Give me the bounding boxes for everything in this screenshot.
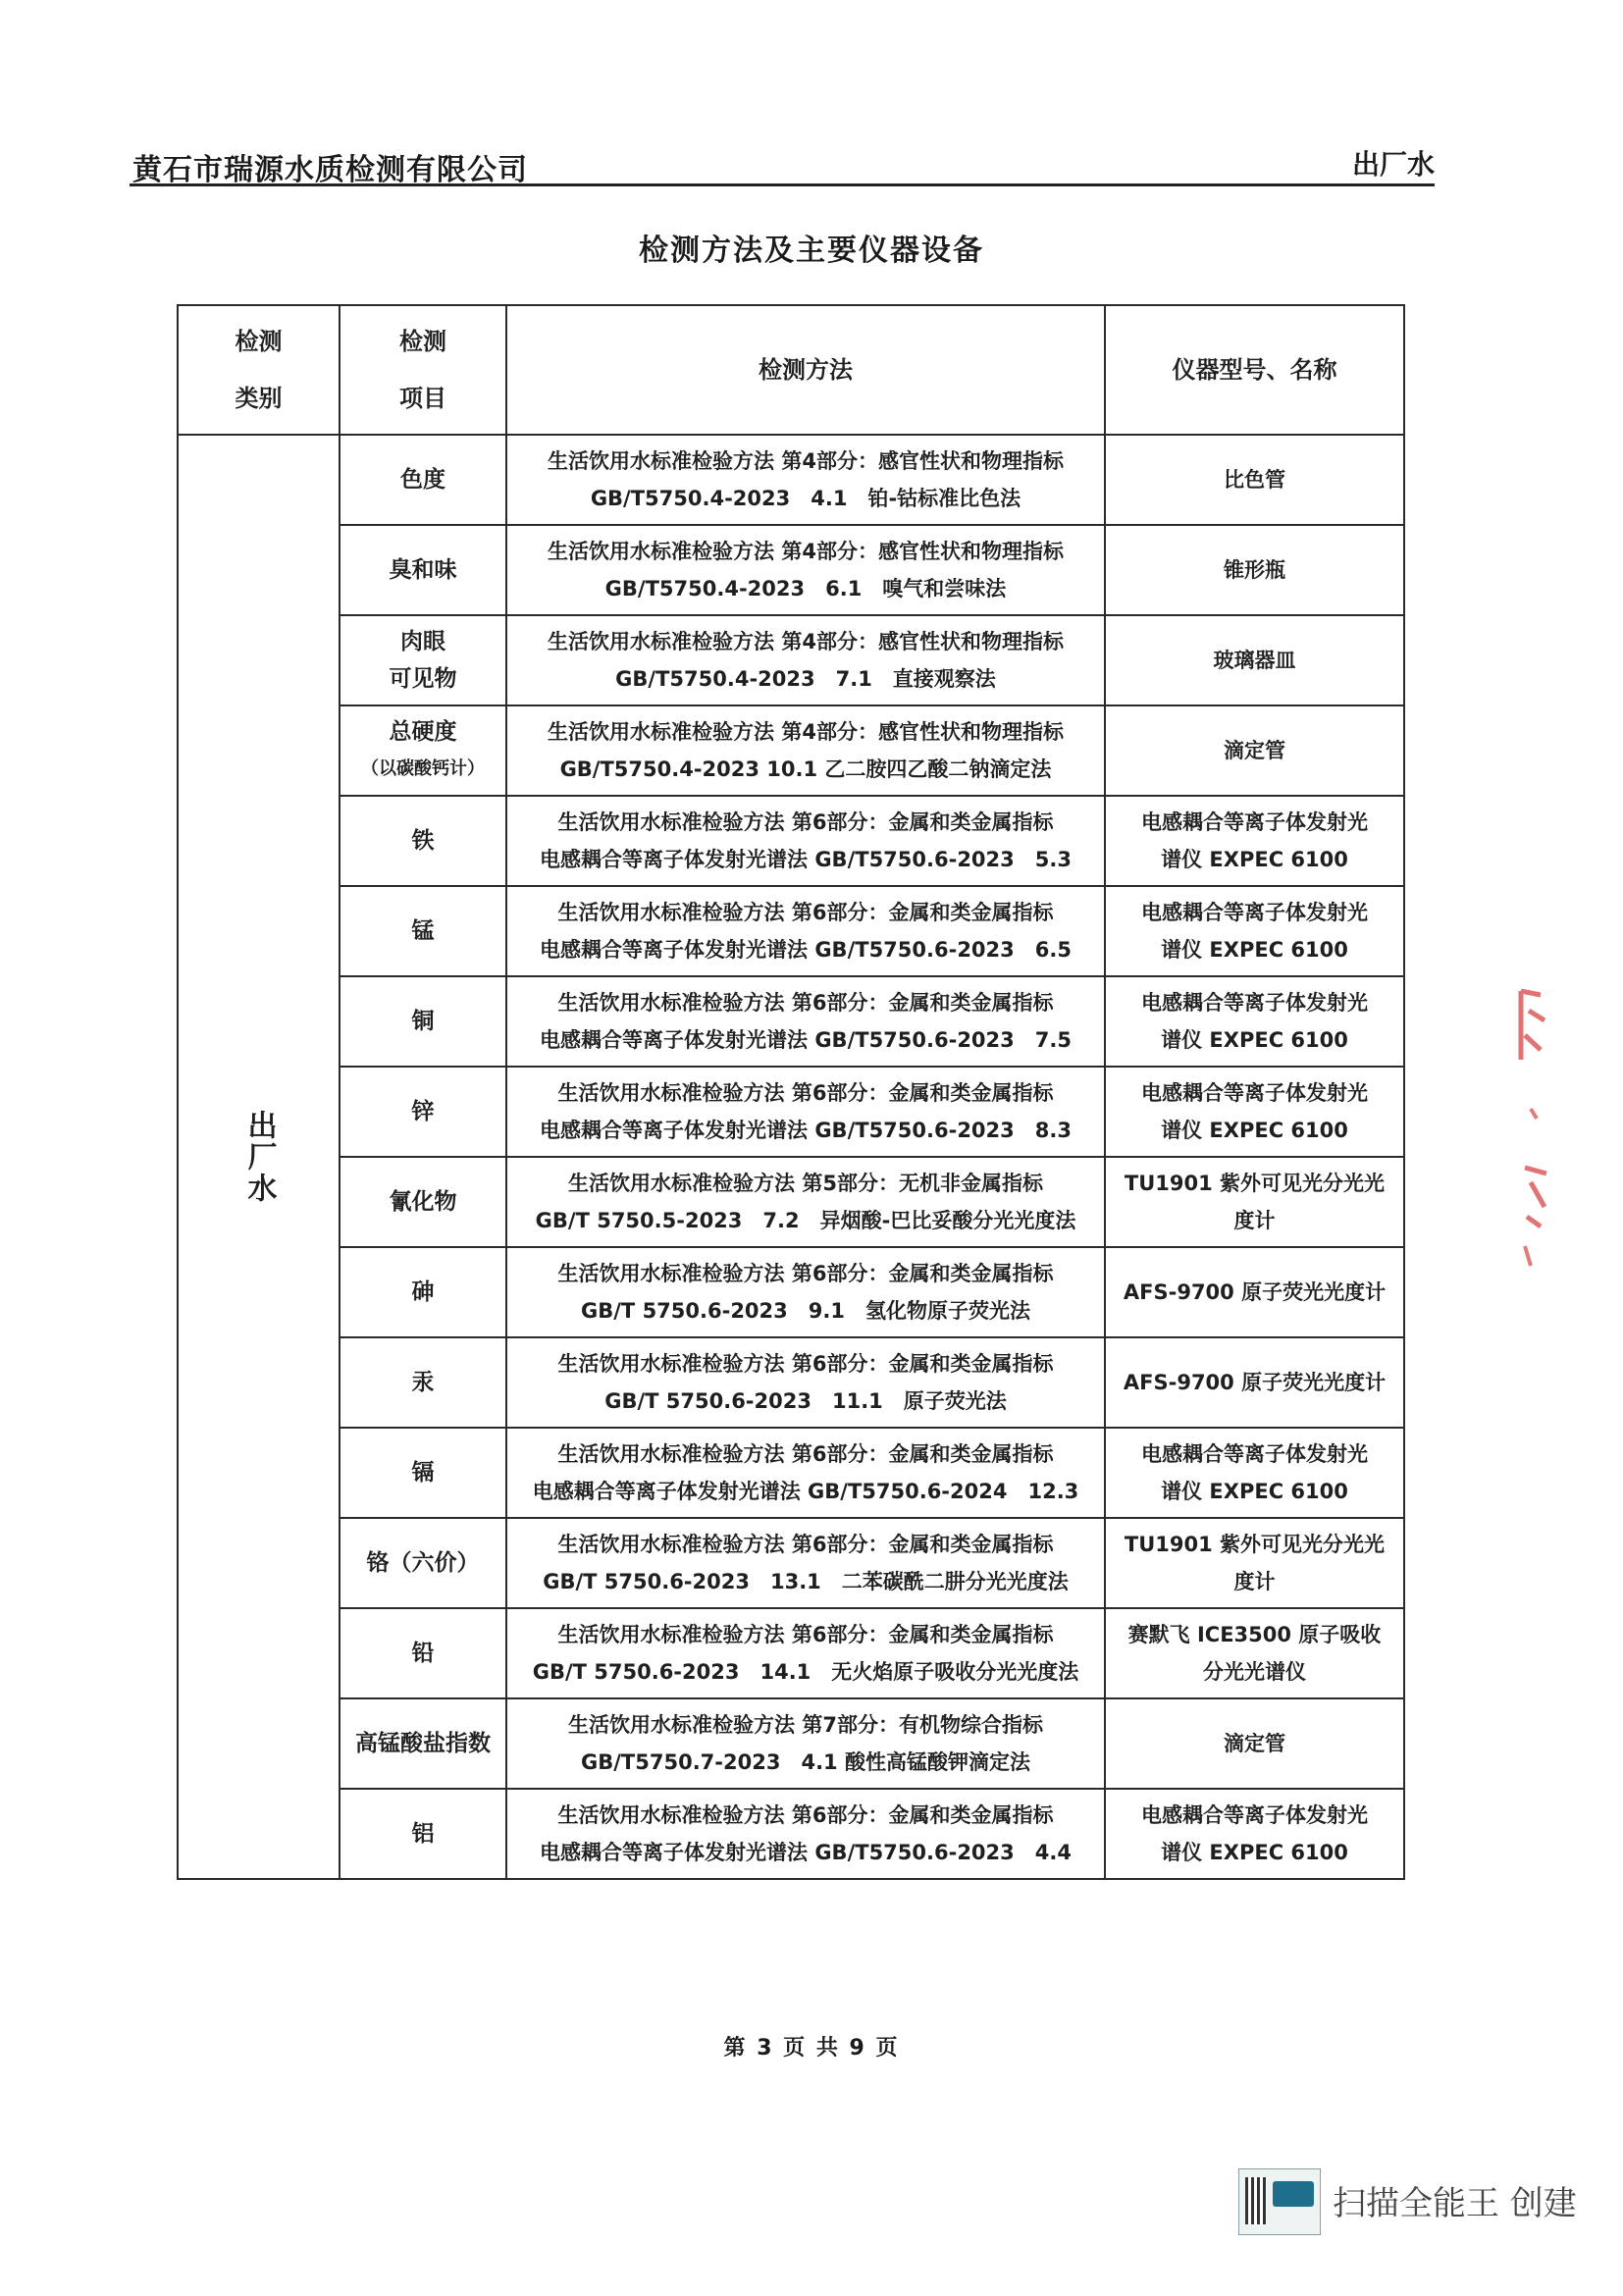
instrument-line: 赛默飞 ICE3500 原子吸收	[1127, 1623, 1382, 1646]
method-cell	[506, 1067, 1105, 1157]
method-line: GB/T5750.4-2023 6.1 嗅气和尝味法	[604, 577, 1007, 600]
instrument-cell	[1105, 796, 1404, 886]
instrument-line: 电感耦合等离子体发射光	[1141, 1803, 1368, 1827]
method-line: 生活饮用水标准检验方法 第4部分：感官性状和物理指标	[548, 720, 1064, 744]
item-cell: 高锰酸盐指数	[340, 1698, 506, 1789]
stamp-stroke	[1521, 991, 1544, 1060]
page-title: 检测方法及主要仪器设备	[639, 234, 984, 268]
stamp-stroke	[1525, 1168, 1546, 1226]
instrument-line: 谱仪 EXPEC 6100	[1161, 1480, 1348, 1503]
method-line: 生活饮用水标准检验方法 第6部分：金属和类金属指标	[557, 810, 1054, 834]
table-row	[178, 705, 1404, 796]
table-row	[178, 1157, 1404, 1247]
method-line: 生活饮用水标准检验方法 第6部分：金属和类金属指标	[557, 1623, 1054, 1646]
table-row	[178, 976, 1404, 1067]
table-row	[178, 1067, 1404, 1157]
stamp-stroke	[1525, 1246, 1531, 1266]
scanner-watermark	[1238, 2168, 1582, 2237]
item-line: 肉眼	[400, 629, 445, 654]
method-line: GB/T 5750.6-2023 9.1 氢化物原子荧光法	[581, 1299, 1030, 1323]
item-cell: 铬（六价）	[340, 1518, 506, 1608]
scanner-watermark-text: 扫描全能王 创建	[1333, 2184, 1577, 2223]
method-line: 生活饮用水标准检验方法 第6部分：金属和类金属指标	[557, 1533, 1054, 1556]
item-line: 可见物	[389, 666, 457, 692]
method-cell	[506, 1608, 1105, 1698]
method-line: 生活饮用水标准检验方法 第6部分：金属和类金属指标	[557, 1442, 1054, 1466]
method-line: 生活饮用水标准检验方法 第4部分：感官性状和物理指标	[548, 540, 1064, 563]
method-line: GB/T5750.7-2023 4.1 酸性高锰酸钾滴定法	[581, 1750, 1030, 1774]
item-cell: 锌	[340, 1067, 506, 1157]
item-cell: 锰	[340, 886, 506, 976]
method-line: 生活饮用水标准检验方法 第5部分：无机非金属指标	[568, 1172, 1043, 1195]
instrument-line: TU1901 紫外可见光分光光	[1124, 1172, 1386, 1195]
instrument-cell	[1105, 1608, 1404, 1698]
sample-type-label: 出厂水	[1351, 148, 1435, 181]
instrument-line: 谱仪 EXPEC 6100	[1161, 1841, 1348, 1864]
item-cell: 氰化物	[340, 1157, 506, 1247]
table-row	[178, 435, 1404, 525]
instrument-cell: AFS-9700 原子荧光光度计	[1105, 1247, 1404, 1337]
method-line: 生活饮用水标准检验方法 第4部分：感官性状和物理指标	[548, 449, 1064, 473]
table-header-row	[178, 305, 1404, 435]
table-row	[178, 1608, 1404, 1698]
table-row	[178, 525, 1404, 615]
instrument-cell	[1105, 886, 1404, 976]
method-line: 电感耦合等离子体发射光谱法 GB/T5750.6-2023 5.3	[540, 848, 1072, 871]
table-row	[178, 1428, 1404, 1518]
method-line: GB/T5750.4-2023 4.1 铂-钴标准比色法	[590, 487, 1021, 510]
instrument-cell	[1105, 1067, 1404, 1157]
method-cell	[506, 886, 1105, 976]
method-cell	[506, 1428, 1105, 1518]
table-row	[178, 1698, 1404, 1789]
instrument-cell	[1105, 976, 1404, 1067]
instrument-line: 谱仪 EXPEC 6100	[1161, 1119, 1348, 1142]
method-line: 生活饮用水标准检验方法 第7部分：有机物综合指标	[568, 1713, 1043, 1737]
red-seal-stamp-fragment	[1501, 981, 1560, 1276]
method-line: GB/T 5750.5-2023 7.2 异烟酸-巴比妥酸分光光度法	[535, 1209, 1076, 1232]
method-cell	[506, 1789, 1105, 1879]
header-category	[178, 305, 340, 435]
table-row	[178, 1337, 1404, 1428]
method-line: 生活饮用水标准检验方法 第6部分：金属和类金属指标	[557, 1352, 1054, 1376]
category-text: 出厂水	[241, 1110, 277, 1204]
item-cell: 镉	[340, 1428, 506, 1518]
method-line: 电感耦合等离子体发射光谱法 GB/T5750.6-2023 8.3	[540, 1119, 1072, 1142]
method-cell	[506, 705, 1105, 796]
header-divider	[130, 183, 1435, 186]
method-cell	[506, 435, 1105, 525]
instrument-line: 电感耦合等离子体发射光	[1141, 991, 1368, 1015]
method-cell	[506, 796, 1105, 886]
instrument-cell	[1105, 1428, 1404, 1518]
method-line: 生活饮用水标准检验方法 第6部分：金属和类金属指标	[557, 1262, 1054, 1285]
instrument-line: 度计	[1233, 1570, 1276, 1593]
method-line: 生活饮用水标准检验方法 第4部分：感官性状和物理指标	[548, 630, 1064, 653]
item-cell: 铝	[340, 1789, 506, 1879]
method-cell	[506, 1698, 1105, 1789]
item-cell: 铜	[340, 976, 506, 1067]
method-cell	[506, 1157, 1105, 1247]
instrument-cell: AFS-9700 原子荧光光度计	[1105, 1337, 1404, 1428]
header-item-line1: 检测	[399, 328, 446, 355]
stamp-stroke	[1531, 1109, 1537, 1119]
method-line: 生活饮用水标准检验方法 第6部分：金属和类金属指标	[557, 1081, 1054, 1105]
instrument-line: TU1901 紫外可见光分光光	[1124, 1533, 1386, 1556]
header-item	[340, 305, 506, 435]
header-item-line2: 项目	[399, 385, 446, 412]
item-cell: 铁	[340, 796, 506, 886]
instrument-cell	[1105, 1789, 1404, 1879]
instrument-cell: 滴定管	[1105, 1698, 1404, 1789]
item-cell: 色度	[340, 435, 506, 525]
method-line: 生活饮用水标准检验方法 第6部分：金属和类金属指标	[557, 991, 1054, 1015]
company-name: 黄石市瑞源水质检测有限公司	[132, 153, 528, 187]
instrument-line: 电感耦合等离子体发射光	[1141, 810, 1368, 834]
item-cell	[340, 705, 506, 796]
table-row	[178, 615, 1404, 705]
instrument-cell: 滴定管	[1105, 705, 1404, 796]
camscanner-logo-icon	[1273, 2181, 1314, 2207]
instrument-line: 电感耦合等离子体发射光	[1141, 1081, 1368, 1105]
method-line: 电感耦合等离子体发射光谱法 GB/T5750.6-2023 6.5	[540, 938, 1072, 962]
method-line: GB/T 5750.6-2023 11.1 原子荧光法	[604, 1389, 1007, 1413]
header-method: 检测方法	[506, 305, 1105, 435]
table-row	[178, 796, 1404, 886]
instrument-cell	[1105, 1518, 1404, 1608]
item-line: 总硬度	[389, 719, 457, 745]
method-line: GB/T 5750.6-2023 13.1 二苯碳酰二肼分光光度法	[543, 1570, 1069, 1593]
instrument-line: 谱仪 EXPEC 6100	[1161, 938, 1348, 962]
instrument-cell	[1105, 1157, 1404, 1247]
instrument-cell: 比色管	[1105, 435, 1404, 525]
method-line: 生活饮用水标准检验方法 第6部分：金属和类金属指标	[557, 901, 1054, 924]
item-cell: 砷	[340, 1247, 506, 1337]
item-cell: 臭和味	[340, 525, 506, 615]
instrument-cell: 锥形瓶	[1105, 525, 1404, 615]
method-cell	[506, 1337, 1105, 1428]
scanner-badge	[1238, 2168, 1321, 2235]
methods-table	[177, 304, 1405, 1880]
header-category-line2: 类别	[235, 385, 283, 412]
qr-code-icon	[1245, 2177, 1267, 2224]
instrument-line: 谱仪 EXPEC 6100	[1161, 848, 1348, 871]
instrument-line: 分光光谱仪	[1203, 1660, 1306, 1684]
item-note: （以碳酸钙计）	[361, 758, 485, 779]
instrument-cell: 玻璃器皿	[1105, 615, 1404, 705]
method-line: 电感耦合等离子体发射光谱法 GB/T5750.6-2023 7.5	[540, 1028, 1072, 1052]
item-cell	[340, 615, 506, 705]
method-line: GB/T5750.4-2023 10.1 乙二胺四乙酸二钠滴定法	[559, 757, 1052, 781]
method-cell	[506, 1518, 1105, 1608]
header-instrument: 仪器型号、名称	[1105, 305, 1404, 435]
instrument-line: 电感耦合等离子体发射光	[1141, 901, 1368, 924]
page-number: 第 3 页 共 9 页	[723, 2036, 900, 2061]
instrument-line: 度计	[1233, 1209, 1276, 1232]
item-cell: 汞	[340, 1337, 506, 1428]
item-cell: 铅	[340, 1608, 506, 1698]
method-cell	[506, 615, 1105, 705]
method-cell	[506, 976, 1105, 1067]
method-cell	[506, 525, 1105, 615]
method-line: 生活饮用水标准检验方法 第6部分：金属和类金属指标	[557, 1803, 1054, 1827]
method-line: 电感耦合等离子体发射光谱法 GB/T5750.6-2024 12.3	[532, 1480, 1079, 1503]
method-cell	[506, 1247, 1105, 1337]
method-line: GB/T5750.4-2023 7.1 直接观察法	[615, 667, 996, 691]
table-row	[178, 886, 1404, 976]
instrument-line: 谱仪 EXPEC 6100	[1161, 1028, 1348, 1052]
method-line: GB/T 5750.6-2023 14.1 无火焰原子吸收分光光度法	[532, 1660, 1079, 1684]
category-cell	[178, 435, 340, 1879]
table-row	[178, 1247, 1404, 1337]
method-line: 电感耦合等离子体发射光谱法 GB/T5750.6-2023 4.4	[540, 1841, 1072, 1864]
instrument-line: 电感耦合等离子体发射光	[1141, 1442, 1368, 1466]
table-row	[178, 1518, 1404, 1608]
header-category-line1: 检测	[235, 328, 283, 355]
table-row	[178, 1789, 1404, 1879]
